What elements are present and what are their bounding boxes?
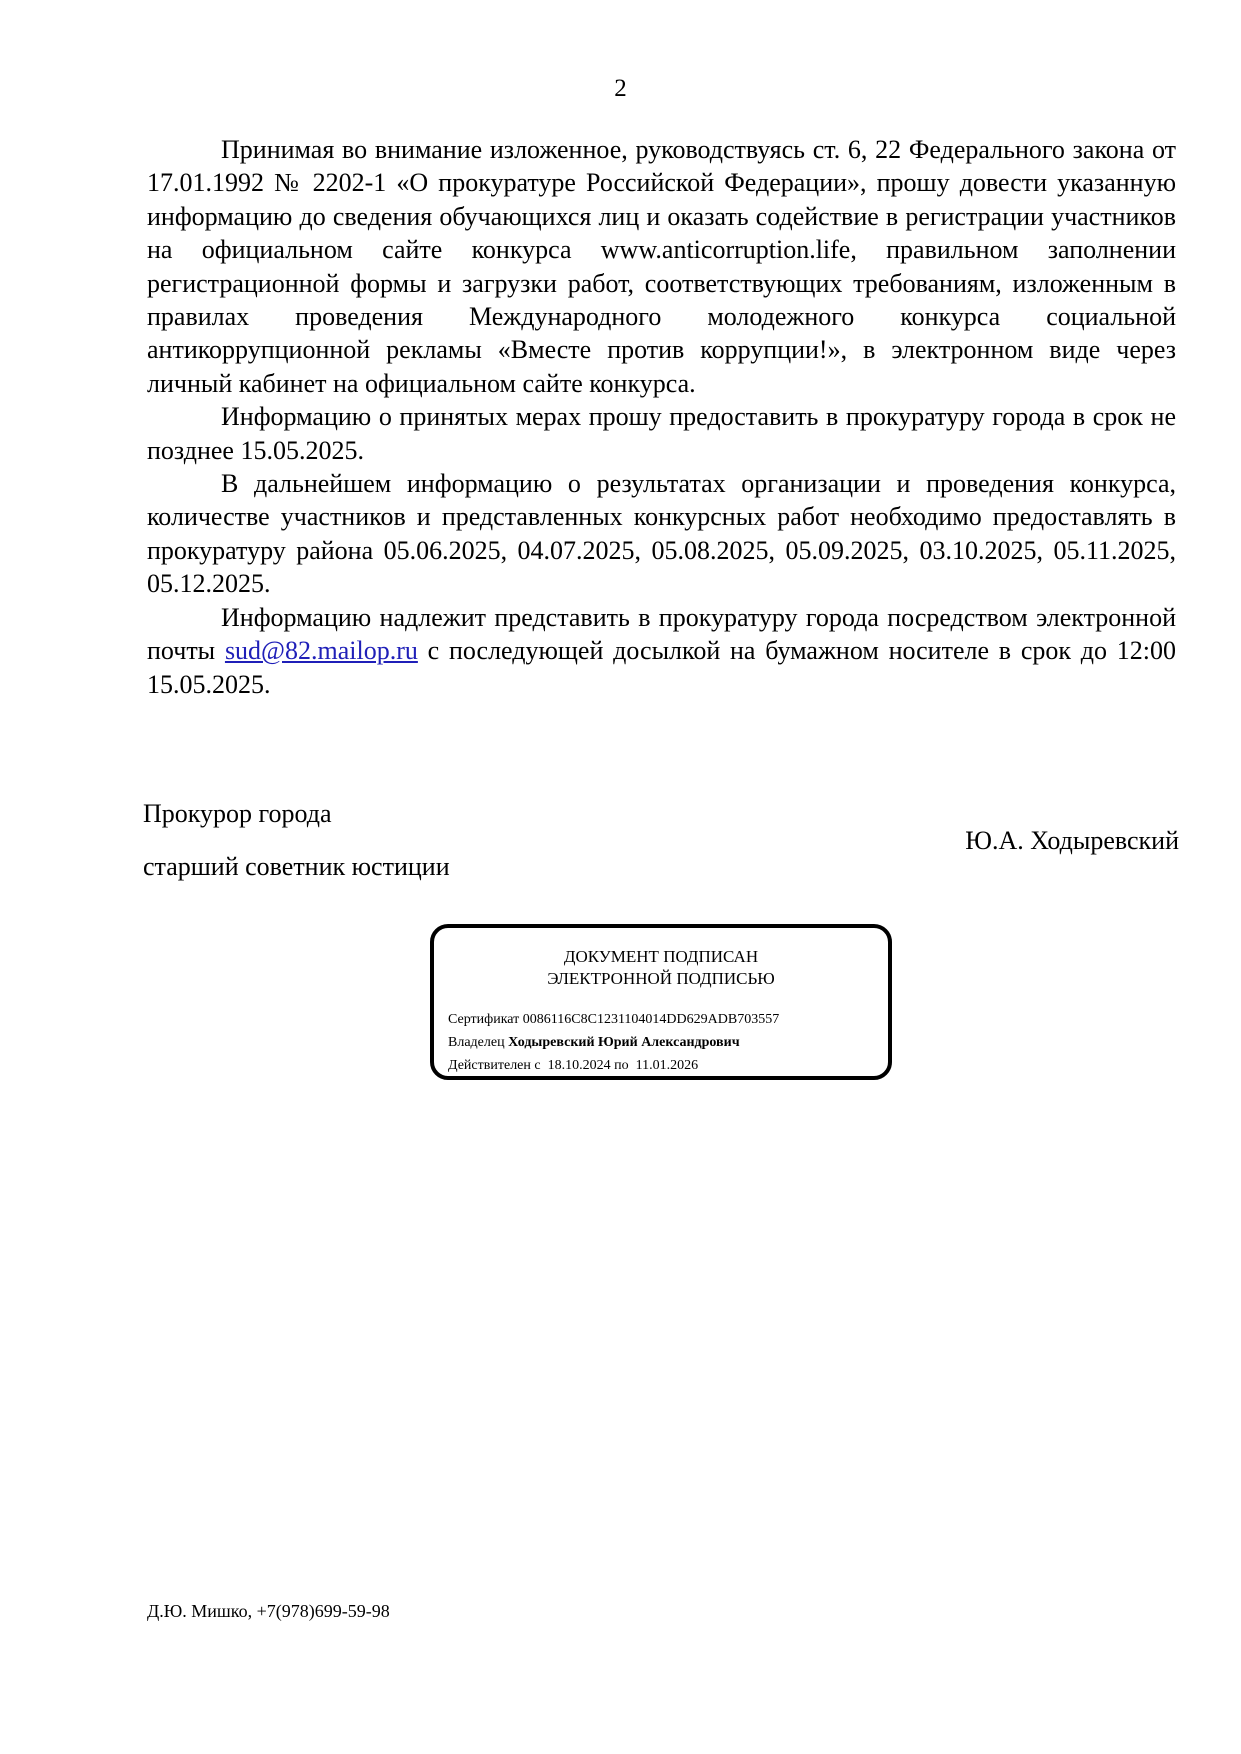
email-link[interactable]: sud@82.mailop.ru	[224, 636, 418, 666]
stamp-owner-row	[448, 1031, 779, 1054]
valid-to-date: 11.01.2026	[635, 1058, 699, 1073]
stamp-certificate-row	[448, 1008, 779, 1031]
stamp-validity-row	[448, 1054, 779, 1077]
valid-from-date: 18.10.2024	[547, 1058, 611, 1073]
delivery-text-start: Информацию надлежит представить в прокуратуру города посредством электронной почты	[147, 602, 1176, 666]
paragraph-request: Принимая во внимание изложенное, руководствуясь ст. 6, 22 Федерального закона от 17.01.1992 № 2202-1 «О прокуратуре Российской Федерации», прошу довести указанную информацию до сведения обучающихся лиц и оказать содействие в регистрации участников на официальном сайте конкурса www.anticorruption.life, правильном заполнении регистрационной формы и загрузки работ, соответствующих требованиям, изложенным в правилах проведения Международного молодежного конкурса социальной антикоррупционной рекламы «Вместе против коррупции!», в электронном виде через личный кабинет на официальном сайте конкурса.	[147, 135, 1176, 398]
delivery-text-end: с последующей досылкой на бумажном носителе в срок до 12:00 15.05.2025.	[147, 636, 1177, 699]
paragraph-delivery	[147, 601, 1176, 701]
executor-contact: Д.Ю. Мишко, +7(978)699-59-98	[147, 1601, 390, 1621]
certificate-label: Сертификат	[448, 1012, 520, 1027]
electronic-signature-stamp	[430, 924, 892, 1080]
signatory-position: Прокурор города	[143, 799, 332, 828]
letter-body	[147, 133, 1176, 701]
signatory-rank: старший советник юстиции	[143, 852, 450, 881]
valid-to-label: по	[614, 1058, 629, 1073]
stamp-heading-line-2: ЭЛЕКТРОННОЙ ПОДПИСЬЮ	[547, 969, 775, 988]
paragraph-report-schedule: В дальнейшем информацию о результатах организации и проведения конкурса, количестве участников и представленных конкурсных работ необходимо предоставлять в прокуратуру района 05.06.2025, 04.07.2025, 05.08.2025, 05.09.2025, 03.10.2025, 05.11.2025, 05.12.2025.	[147, 469, 1176, 599]
stamp-heading	[434, 946, 888, 990]
certificate-number: 0086116C8C1231104014DD629ADB703557	[522, 1012, 780, 1027]
stamp-heading-line-1: ДОКУМЕНТ ПОДПИСАН	[563, 947, 759, 966]
valid-from-label: с	[534, 1058, 541, 1073]
owner-name: Ходыревский Юрий Александрович	[508, 1035, 740, 1050]
owner-label: Владелец	[448, 1035, 505, 1050]
signatory-name: Ю.А. Ходыревский	[965, 826, 1179, 855]
stamp-details	[448, 1008, 779, 1077]
paragraph-report-deadline: Информацию о принятых мерах прошу предоставить в прокуратуру города в срок не позднее 15.05.2025.	[147, 402, 1176, 465]
validity-label: Действителен	[448, 1058, 531, 1073]
page-number: 2	[614, 75, 627, 102]
